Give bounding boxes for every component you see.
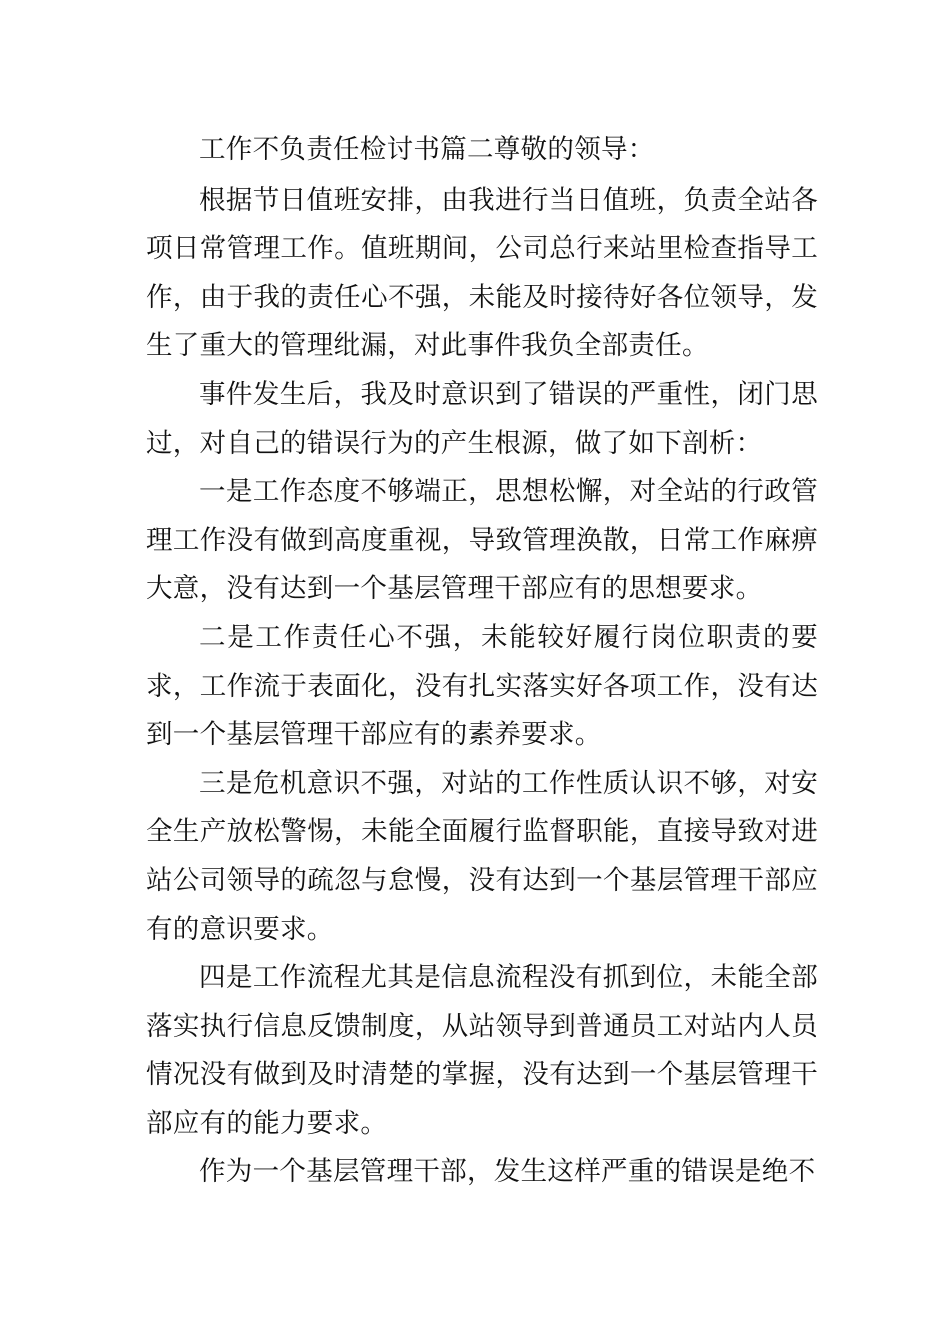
paragraph-4: 二是工作责任心不强，未能较好履行岗位职责的要求，工作流于表面化，没有扎实落实好各项工作，没有达到一个基层管理干部应有的素养要求。: [146, 621, 818, 751]
paragraph-2: 事件发生后，我及时意识到了错误的严重性，闭门思过，对自己的错误行为的产生根源，做了如下剖析：: [146, 378, 818, 459]
paragraph-1: 根据节日值班安排，由我进行当日值班，负责全站各项日常管理工作。值班期间，公司总行来站里检查指导工作，由于我的责任心不强，未能及时接待好各位领导，发生了重大的管理纰漏，对此事件我负全部责任。: [146, 184, 818, 362]
paragraph-5: 三是危机意识不强，对站的工作性质认识不够，对安全生产放松警惕，未能全面履行监督职能，直接导致对进站公司领导的疏忽与怠慢，没有达到一个基层管理干部应有的意识要求。: [146, 767, 818, 945]
paragraph-7: 作为一个基层管理干部，发生这样严重的错误是绝不: [199, 1156, 816, 1188]
document-title-line: 工作不负责任检讨书篇二尊敬的领导：: [199, 134, 655, 165]
paragraph-6: 四是工作流程尤其是信息流程没有抓到位，未能全部落实执行信息反馈制度，从站领导到普通员工对站内人员情况没有做到及时清楚的掌握，没有达到一个基层管理干部应有的能力要求。: [146, 962, 818, 1139]
document-body: [146, 126, 818, 1197]
paragraph-3: 一是工作态度不够端正，思想松懈，对全站的行政管理工作没有做到高度重视，导致管理涣散，日常工作麻痹大意，没有达到一个基层管理干部应有的思想要求。: [146, 476, 818, 605]
